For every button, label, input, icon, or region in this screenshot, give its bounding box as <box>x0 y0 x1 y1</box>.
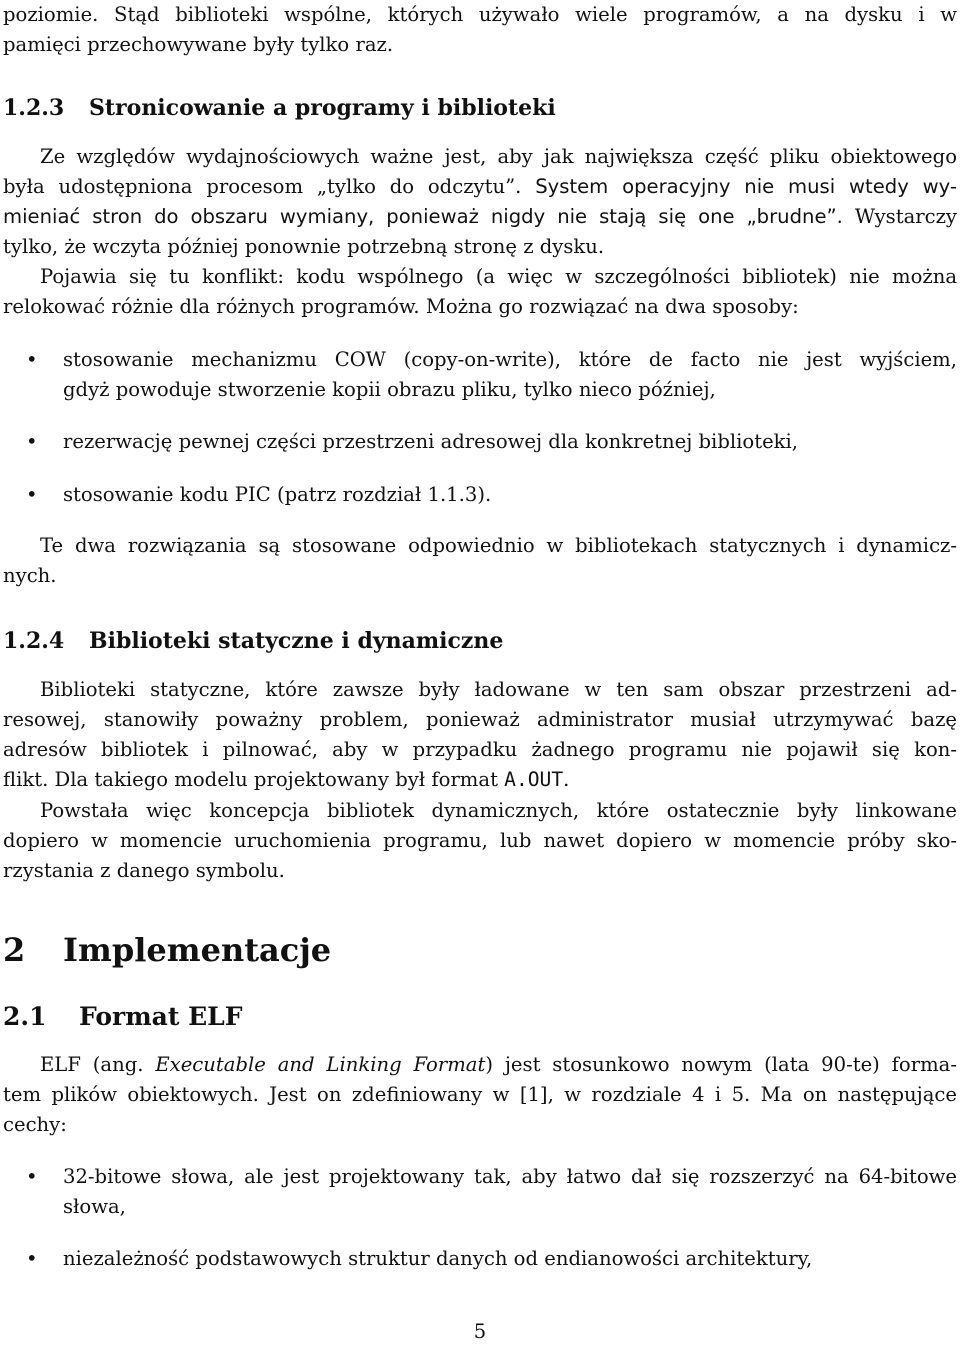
list-item <box>26 1244 957 1274</box>
text-line: słowa, <box>63 1195 126 1218</box>
text-line: dopiero w momencie uruchomienia programu, lub nawet dopiero w momencie próby sko- <box>3 829 957 852</box>
text-line <box>3 202 957 232</box>
text-line: cechy: <box>3 1113 67 1136</box>
text-line: adresów bibliotek i pilnować, aby w przypadku żadnego programu nie pojawił się kon- <box>3 738 957 761</box>
text-line: niezależność podstawowych struktur danych od endianowości architektury, <box>63 1247 813 1270</box>
text-line: Pojawia się tu konflikt: kodu wspólnego (a więc w szczególności bibliotek) nie można <box>40 265 957 288</box>
text-serif: relokować różnie dla różnych programów. <box>3 295 420 318</box>
text-line: 32-bitowe słowa, ale jest projektowany tak, aby łatwo dał się rozszerzyć na 64-bitowe <box>63 1165 957 1188</box>
bullet-icon: • <box>26 430 38 453</box>
list-item <box>26 1162 957 1222</box>
section-heading-2-1 <box>3 1000 243 1034</box>
section-heading-1-2-3 <box>3 93 556 123</box>
text-sans: System operacyjny nie musi wtedy wy- <box>535 175 957 198</box>
text-line <box>3 292 957 322</box>
chapter-number: 2 <box>3 931 26 969</box>
text-serif: Wystarczy <box>854 205 957 228</box>
page-number: 5 <box>473 1320 487 1343</box>
text-line: gdyż powoduje stworzenie kopii obrazu pliku, tylko nieco później, <box>63 378 716 401</box>
text-line <box>3 172 957 202</box>
text-sans: mieniać stron do obszaru wymiany, ponieważ nigdy nie stają się one „brudne”. <box>3 205 843 228</box>
text-line: Powstała więc koncepcja bibliotek dynamicznych, które ostatecznie były linkowane <box>40 799 957 822</box>
list-item <box>26 480 957 510</box>
text-serif: ) jest stosunkowo nowym (lata 90-te) forma- <box>485 1053 957 1076</box>
text-line: stosowanie kodu PIC (patrz rozdział 1.1.3). <box>63 483 492 506</box>
text-line: stosowanie mechanizmu COW (copy-on-write), które de facto nie jest wyjściem, <box>63 348 957 371</box>
text-line <box>3 1050 957 1080</box>
text-serif: była udostępniona procesom „tylko do odczytu”. <box>3 175 522 198</box>
section-title: Format ELF <box>79 1002 243 1031</box>
text-line: tem plików obiektowych. Jest on zdefiniowany w [1], w rozdziale 4 i 5. Ma on następujące <box>3 1083 957 1106</box>
text-serif: . <box>563 768 570 791</box>
text-line: resowej, stanowiły poważny problem, ponieważ administrator musiał utrzymywać bazę <box>3 708 957 731</box>
text-line: rezerwację pewnej części przestrzeni adresowej dla konkretnej biblioteki, <box>63 430 799 453</box>
text-serif: ELF (ang. <box>40 1053 156 1076</box>
bullet-icon: • <box>26 1165 38 1188</box>
section-number: 1.2.4 <box>3 628 65 654</box>
chapter-heading-2 <box>3 930 331 970</box>
section-number: 1.2.3 <box>3 95 65 121</box>
text-serif: Można go rozwiązać na dwa sposoby: <box>425 295 799 318</box>
text-line: pamięci przechowywane były tylko raz. <box>3 33 394 56</box>
section-title: Stronicowanie a programy i biblioteki <box>89 95 556 121</box>
text-line: poziomie. Stąd biblioteki wspólne, których używało wiele programów, a na dysku i w <box>3 3 957 26</box>
section-title: Biblioteki statyczne i dynamiczne <box>89 628 504 654</box>
text-line: Ze względów wydajnościowych ważne jest, aby jak największa część pliku obiektowego <box>40 145 957 168</box>
bullet-icon: • <box>26 483 38 506</box>
text-line: nych. <box>3 564 57 587</box>
text-line: tylko, że wczyta później ponownie potrzebną stronę z dysku. <box>3 235 605 258</box>
section-heading-1-2-4 <box>3 626 503 656</box>
text-line <box>3 765 957 795</box>
bullet-icon: • <box>26 1247 38 1270</box>
section-number: 2.1 <box>3 1002 47 1031</box>
chapter-title: Implementacje <box>63 931 332 969</box>
bullet-icon: • <box>26 348 38 371</box>
text-line: rzystania z danego symbolu. <box>3 859 285 882</box>
list-item <box>26 345 957 405</box>
code-format-name: A.OUT <box>504 768 564 791</box>
text-emphasis: Executable and Linking Format <box>155 1053 486 1076</box>
text-serif: flikt. Dla takiego modelu projektowany był format <box>3 768 505 791</box>
text-line: Te dwa rozwiązania są stosowane odpowiednio w bibliotekach statycznych i dynamicz- <box>40 534 957 557</box>
text-line: Biblioteki statyczne, które zawsze były ładowane w ten sam obszar przestrzeni ad- <box>40 678 957 701</box>
list-item <box>26 427 957 457</box>
